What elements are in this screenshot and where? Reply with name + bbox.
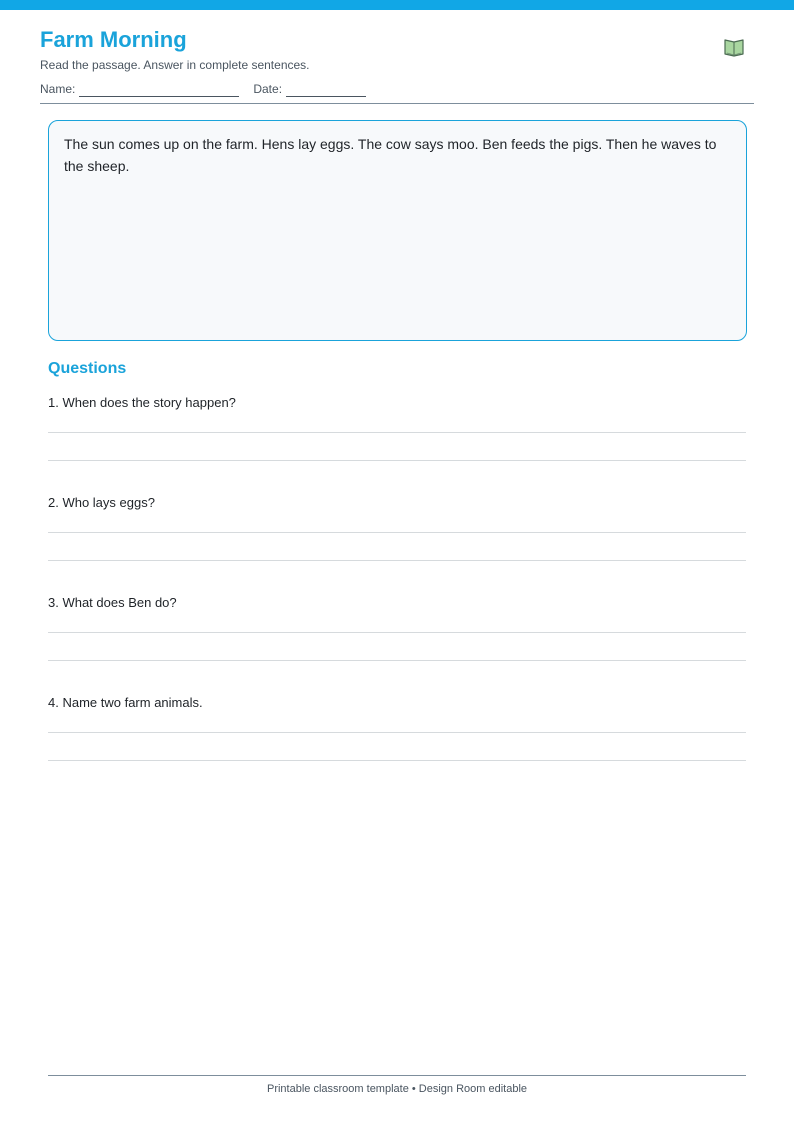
question-text: 1. When does the story happen?: [48, 395, 236, 410]
name-date-fields: [40, 81, 380, 97]
book-icon: [723, 36, 745, 58]
question-text: 3. What does Ben do?: [48, 595, 177, 610]
date-label: Date:: [253, 82, 283, 96]
header-divider: [40, 103, 754, 104]
question-4: [48, 695, 746, 711]
top-accent-bar: [0, 0, 794, 10]
name-label: Name:: [40, 82, 76, 96]
answer-line[interactable]: [48, 732, 746, 733]
answer-line[interactable]: [48, 560, 746, 561]
passage-box: [48, 120, 747, 341]
answer-line[interactable]: [48, 760, 746, 761]
footer-divider: [48, 1075, 746, 1076]
page-title: Farm Morning: [40, 27, 187, 52]
footer-text: Printable classroom template • Design Room editable: [266, 1083, 528, 1095]
passage-text: The sun comes up on the farm. Hens lay eggs. The cow says moo. Ben feeds the pigs. Then he waves to the sheep.: [64, 136, 717, 174]
answer-line[interactable]: [48, 660, 746, 661]
answer-line[interactable]: [48, 432, 746, 433]
questions-heading: Questions: [48, 360, 127, 377]
worksheet-header: [40, 26, 754, 73]
question-3: [48, 595, 746, 611]
question-text: 4. Name two farm animals.: [48, 695, 203, 710]
question-1: [48, 395, 746, 411]
name-field[interactable]: [79, 84, 239, 97]
answer-line[interactable]: [48, 532, 746, 533]
answer-line[interactable]: [48, 632, 746, 633]
answer-line[interactable]: [48, 460, 746, 461]
question-2: [48, 495, 746, 511]
instructions-text: Read the passage. Answer in complete sentences.: [40, 58, 310, 72]
date-field[interactable]: [286, 84, 366, 97]
question-text: 2. Who lays eggs?: [48, 495, 155, 510]
